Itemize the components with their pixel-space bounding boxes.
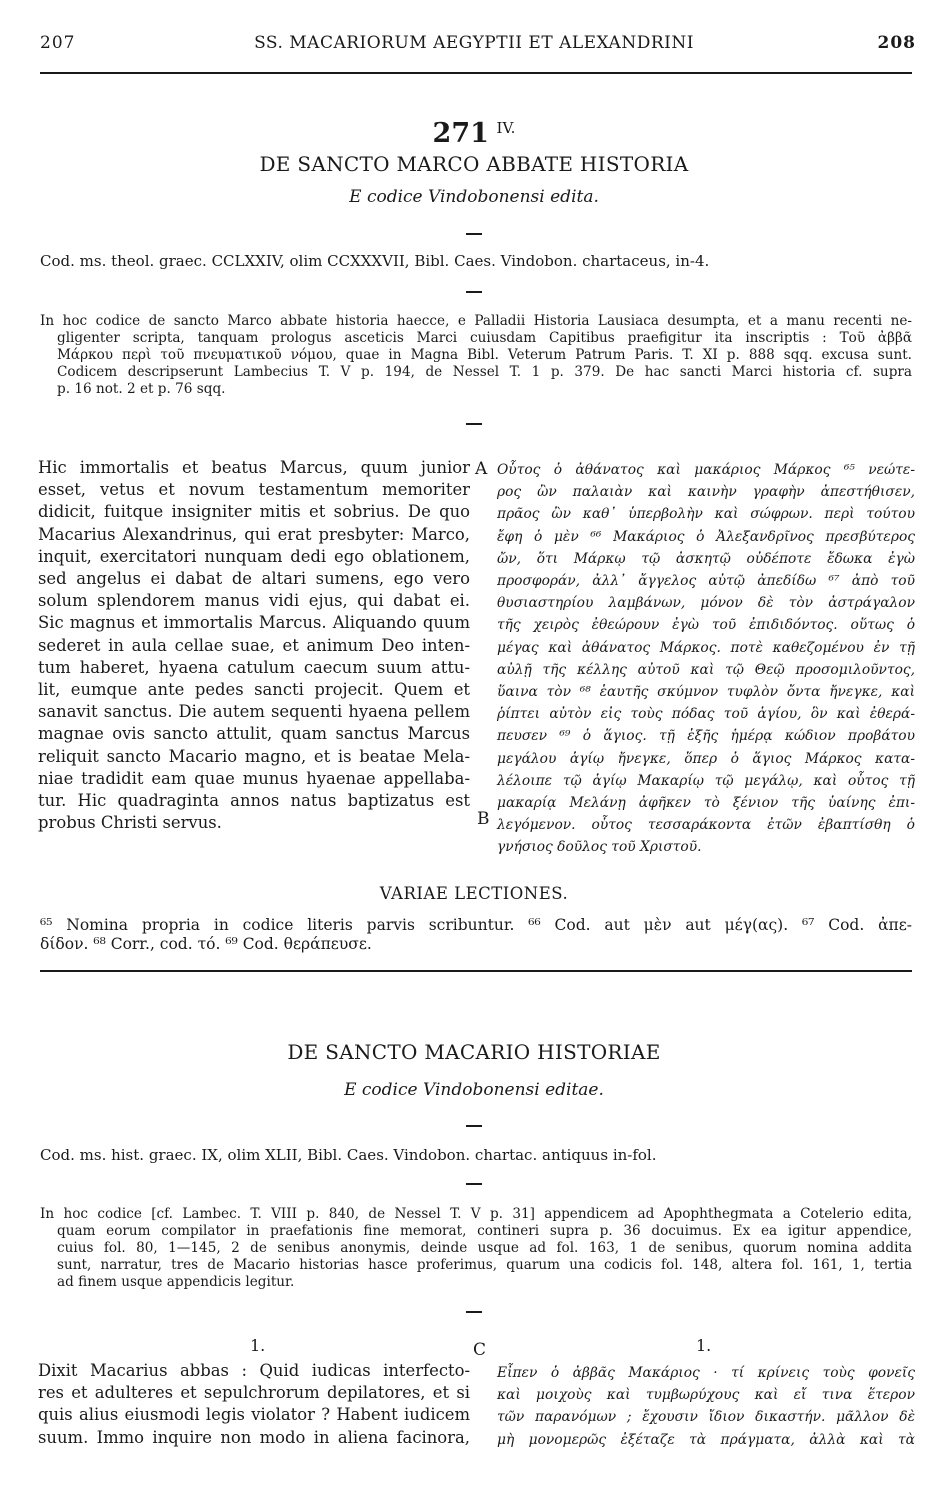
latin-line: magnae ovis sancto attulit, quam sanctus Marcus: [38, 724, 470, 744]
latin-line: lit, eumque ante pedes sancti projecit. Quem et: [38, 680, 470, 700]
latin-line: res et adulteres et sepulchrorum depilatores, et si: [38, 1383, 470, 1403]
greek-line: ὕαινα τὸν ⁶⁸ ἑαυτῆς σκύμνον τυφλὸν ὄντα ἤνεγκε, καὶ: [497, 684, 915, 701]
greek-line: ρος ὢν παλαιὰν καὶ καινὴν γραφὴν ἀπεστήθισεν,: [497, 484, 915, 501]
running-head-title: SS. MACARIORUM AEGYPTII ET ALEXANDRINI: [254, 33, 694, 53]
greek-line: ἔφη ὁ μὲν ⁶⁶ Μακάριος ὁ Ἀλεξανδρῖνος πρεσβύτερος: [497, 528, 915, 545]
greek-line: καὶ μοιχοὺς καὶ τυμβωρύχους καὶ εἴ τινα ἕτερον: [497, 1387, 915, 1404]
paragraph-number-left: 1.: [250, 1336, 266, 1355]
latin-line: tum haberet, hyaena catulum caecum suum attu-: [38, 657, 470, 677]
greek-line: αὐλῇ τῆς κέλλης αὐτοῦ καὶ τῷ Θεῷ προσομιλοῦντος,: [497, 661, 915, 678]
section-separator-rule: [40, 970, 912, 972]
greek-line: μεγάλου ἁγίῳ ἤνεγκε, ὅπερ ὁ ἅγιος Μάρκος κατα-: [497, 750, 915, 767]
section1-codex: Cod. ms. theol. graec. CCLXXIV, olim CCXXXVII, Bibl. Caes. Vindobon. chartaceus, in-4.: [40, 252, 710, 270]
section2-subtitle: E codice Vindobonensi editae.: [344, 1080, 604, 1100]
greek-line: τῆς χειρὸς ἐθεώρουν ἐγὼ τοῦ ἐπιδιδόντος. οὕτως ὁ: [497, 617, 915, 634]
greek-line: λεγόμενον. οὗτος τεσσαράκοντα ἐτῶν ἐβαπτίσθη ὁ: [497, 817, 915, 834]
variant-notes: [40, 916, 912, 954]
intro-line: In hoc codice de sancto Marco abbate historia haecce, e Palladii Historia Lausiaca desumpta, et a manu recenti ne-: [40, 313, 912, 329]
section1-title: DE SANCTO MARCO ABBATE HISTORIA: [259, 152, 689, 176]
latin-line: Sic magnus et immortalis Marcus. Aliquando quum: [38, 613, 470, 633]
paragraph-number-right: 1.: [696, 1336, 712, 1355]
latin-line: Hic immortalis et beatus Marcus, quum junior: [38, 458, 470, 477]
greek-line: γνήσιος δοῦλος τοῦ Χριστοῦ.: [497, 839, 702, 856]
section2-codex: Cod. ms. hist. graec. IX, olim XLII, Bibl. Caes. Vindobon. chartac. antiquus in-fol.: [40, 1146, 657, 1164]
intro-line: sunt, narratur, tres de Macario historias hasce proferimus, quarum una codicis fol. 148, altera fol. 161, 1, tertia: [57, 1257, 912, 1273]
latin-line: Macarius Alexandrinus, qui erat presbyter: Marco,: [38, 524, 470, 544]
latin-line: reliquit sancto Macario magno, et is beatae Mela-: [38, 746, 470, 766]
marginal-letter-c: C: [473, 1340, 487, 1360]
greek-line: Εἶπεν ὁ ἀββᾶς Μακάριος · τί κρίνεις τοὺς φονεῖς: [497, 1365, 915, 1381]
latin-line: didicit, fuitque insigniter mitis et sobrius. De quo: [38, 502, 470, 522]
latin-line: solum splendorem manus vidi ejus, qui dabat ei.: [38, 591, 470, 611]
intro-line: cuius fol. 80, 1—145, 2 de senibus anonymis, deinde usque ad fol. 163, 1 de senibus, quorum nomina addita: [57, 1240, 912, 1256]
greek-line: πρᾶος ὢν καθ᾽ ὑπερβολὴν καὶ σώφρων. περὶ τούτου: [497, 506, 915, 523]
chapter-roman: IV.: [496, 119, 516, 137]
section2-latin-column: [38, 1360, 470, 1449]
latin-line: inquit, exercitatori nunquam dedi ego oblationem,: [38, 546, 470, 566]
latin-line: probus Christi servus.: [38, 813, 222, 833]
note-line: ⁶⁵ Nomina propria in codice literis parvis scribuntur. ⁶⁶ Cod. aut μὲν aut μέγ(ας). ⁶⁷ Cod. ἀπε-: [40, 916, 912, 934]
intro-line: ad finem usque appendicis legitur.: [57, 1274, 295, 1290]
latin-line: Dixit Macarius abbas : Quid iudicas interfecto-: [38, 1361, 470, 1380]
page-number-right: 208: [877, 33, 916, 53]
greek-line: λέλοιπε τῷ ἁγίῳ Μακαρίῳ τῷ μεγάλῳ, καὶ οὗτος τῇ: [497, 772, 915, 789]
latin-line: sanavit sanctus. Die autem sequenti hyaena pellem: [38, 702, 470, 722]
intro-line: Codicem descripserunt Lambecius T. V p. 194, de Nessel T. 1 p. 379. De hac sancti Marci historia cf. supra: [57, 364, 912, 380]
greek-line: ῥίπτει αὐτὸν εἰς τοὺς πόδας τοῦ ἁγίου, ὃν καὶ ἐθερά-: [497, 706, 915, 723]
section1-greek-column: [497, 459, 915, 859]
divider: [466, 1125, 482, 1127]
section1-latin-column: [38, 457, 470, 834]
chapter-number: 271: [432, 118, 489, 149]
intro-line: quam eorum compilator in praefationis fine memorat, contineri supra p. 36 docuimus. Ex ea igitur appendice,: [57, 1223, 912, 1239]
intro-line: gligenter scripta, tanquam prologus asceticis Marci cuiusdam Capitibus praefigitur ita inscriptis : Τοῦ ἀββᾶ: [57, 330, 912, 346]
greek-line: πευσεν ⁶⁹ ὁ ἅγιος. τῇ ἑξῆς ἡμέρᾳ κώδιον προβάτου: [497, 728, 915, 745]
divider: [466, 1183, 482, 1185]
greek-line: προσφοράν, ἀλλ᾽ ἄγγελος αὐτῷ ἀπεδίδω ⁶⁷ ἀπὸ τοῦ: [497, 573, 915, 590]
section1-subtitle: E codice Vindobonensi edita.: [349, 187, 599, 207]
greek-line: τῶν παρανόμων ; ἔχουσιν ἴδιον δικαστήν. μᾶλλον δὲ: [497, 1409, 915, 1426]
greek-line: θυσιαστηρίου λαμβάνων, μόνον δὲ τὸν ἀστράγαλον: [497, 595, 915, 612]
latin-line: quis alius eiusmodi legis violator ? Habent iudicem: [38, 1405, 470, 1425]
greek-line: μέγας καὶ ἀθάνατος Μάρκος. ποτὲ καθεζομένου ἐν τῇ: [497, 639, 915, 656]
note-line: δίδον. ⁶⁸ Corr., cod. τό. ⁶⁹ Cod. θεράπευσε.: [40, 935, 372, 953]
latin-line: niae tradidit eam quae munus hyaenae appellaba-: [38, 768, 470, 788]
section2-intro: [40, 1206, 912, 1291]
greek-line: Οὗτος ὁ ἀθάνατος καὶ μακάριος Μάρκος ⁶⁵ νεώτε-: [497, 462, 915, 478]
page-number-left: 207: [40, 33, 76, 53]
divider: [466, 423, 482, 425]
section-number: [0, 118, 948, 149]
intro-line: p. 16 not. 2 et p. 76 sqq.: [57, 381, 226, 397]
divider: [466, 1311, 482, 1313]
divider: [466, 233, 482, 235]
running-head: [0, 33, 948, 57]
latin-line: sederet in aula cellae suae, et animum Deo inten-: [38, 635, 470, 655]
greek-line: ὤν, ὅτι Μάρκῳ τῷ ἀσκητῷ οὐδέποτε ἔδωκα ἐγὼ: [497, 550, 915, 567]
divider: [466, 291, 482, 293]
header-rule: [40, 72, 912, 74]
greek-line: μὴ μονομερῶς ἐξέταζε τὰ πράγματα, ἀλλὰ καὶ τὰ: [497, 1431, 915, 1448]
intro-line: In hoc codice [cf. Lambec. T. VIII p. 840, de Nessel T. V p. 31] appendicem ad Apophthegmata a Cotelerio edita,: [40, 1206, 912, 1222]
marginal-letter-a: A: [475, 459, 488, 479]
section2-greek-column: [497, 1362, 915, 1451]
latin-line: esset, vetus et novum testamentum memoriter: [38, 480, 470, 500]
latin-line: suum. Immo inquire non modo in aliena facinora,: [38, 1427, 470, 1447]
intro-line: Μάρκου περὶ τοῦ πνευματικοῦ νόμου, quae in Magna Bibl. Veterum Patrum Paris. T. XI p. 888 sqq. excusa sunt.: [57, 347, 912, 363]
latin-line: sed angelus ei dabat de altari sumens, ego vero: [38, 569, 470, 589]
latin-line: tur. Hic quadraginta annos natus baptizatus est: [38, 791, 470, 811]
section1-intro: [40, 313, 912, 398]
section2-title: DE SANCTO MACARIO HISTORIAE: [287, 1040, 661, 1064]
greek-line: μακαρίᾳ Μελάνῃ ἀφῆκεν τὸ ξένιον τῆς ὑαίνης ἐπι-: [497, 795, 915, 812]
variae-lectiones-heading: VARIAE LECTIONES.: [379, 884, 569, 903]
marginal-letter-b: B: [477, 809, 490, 829]
